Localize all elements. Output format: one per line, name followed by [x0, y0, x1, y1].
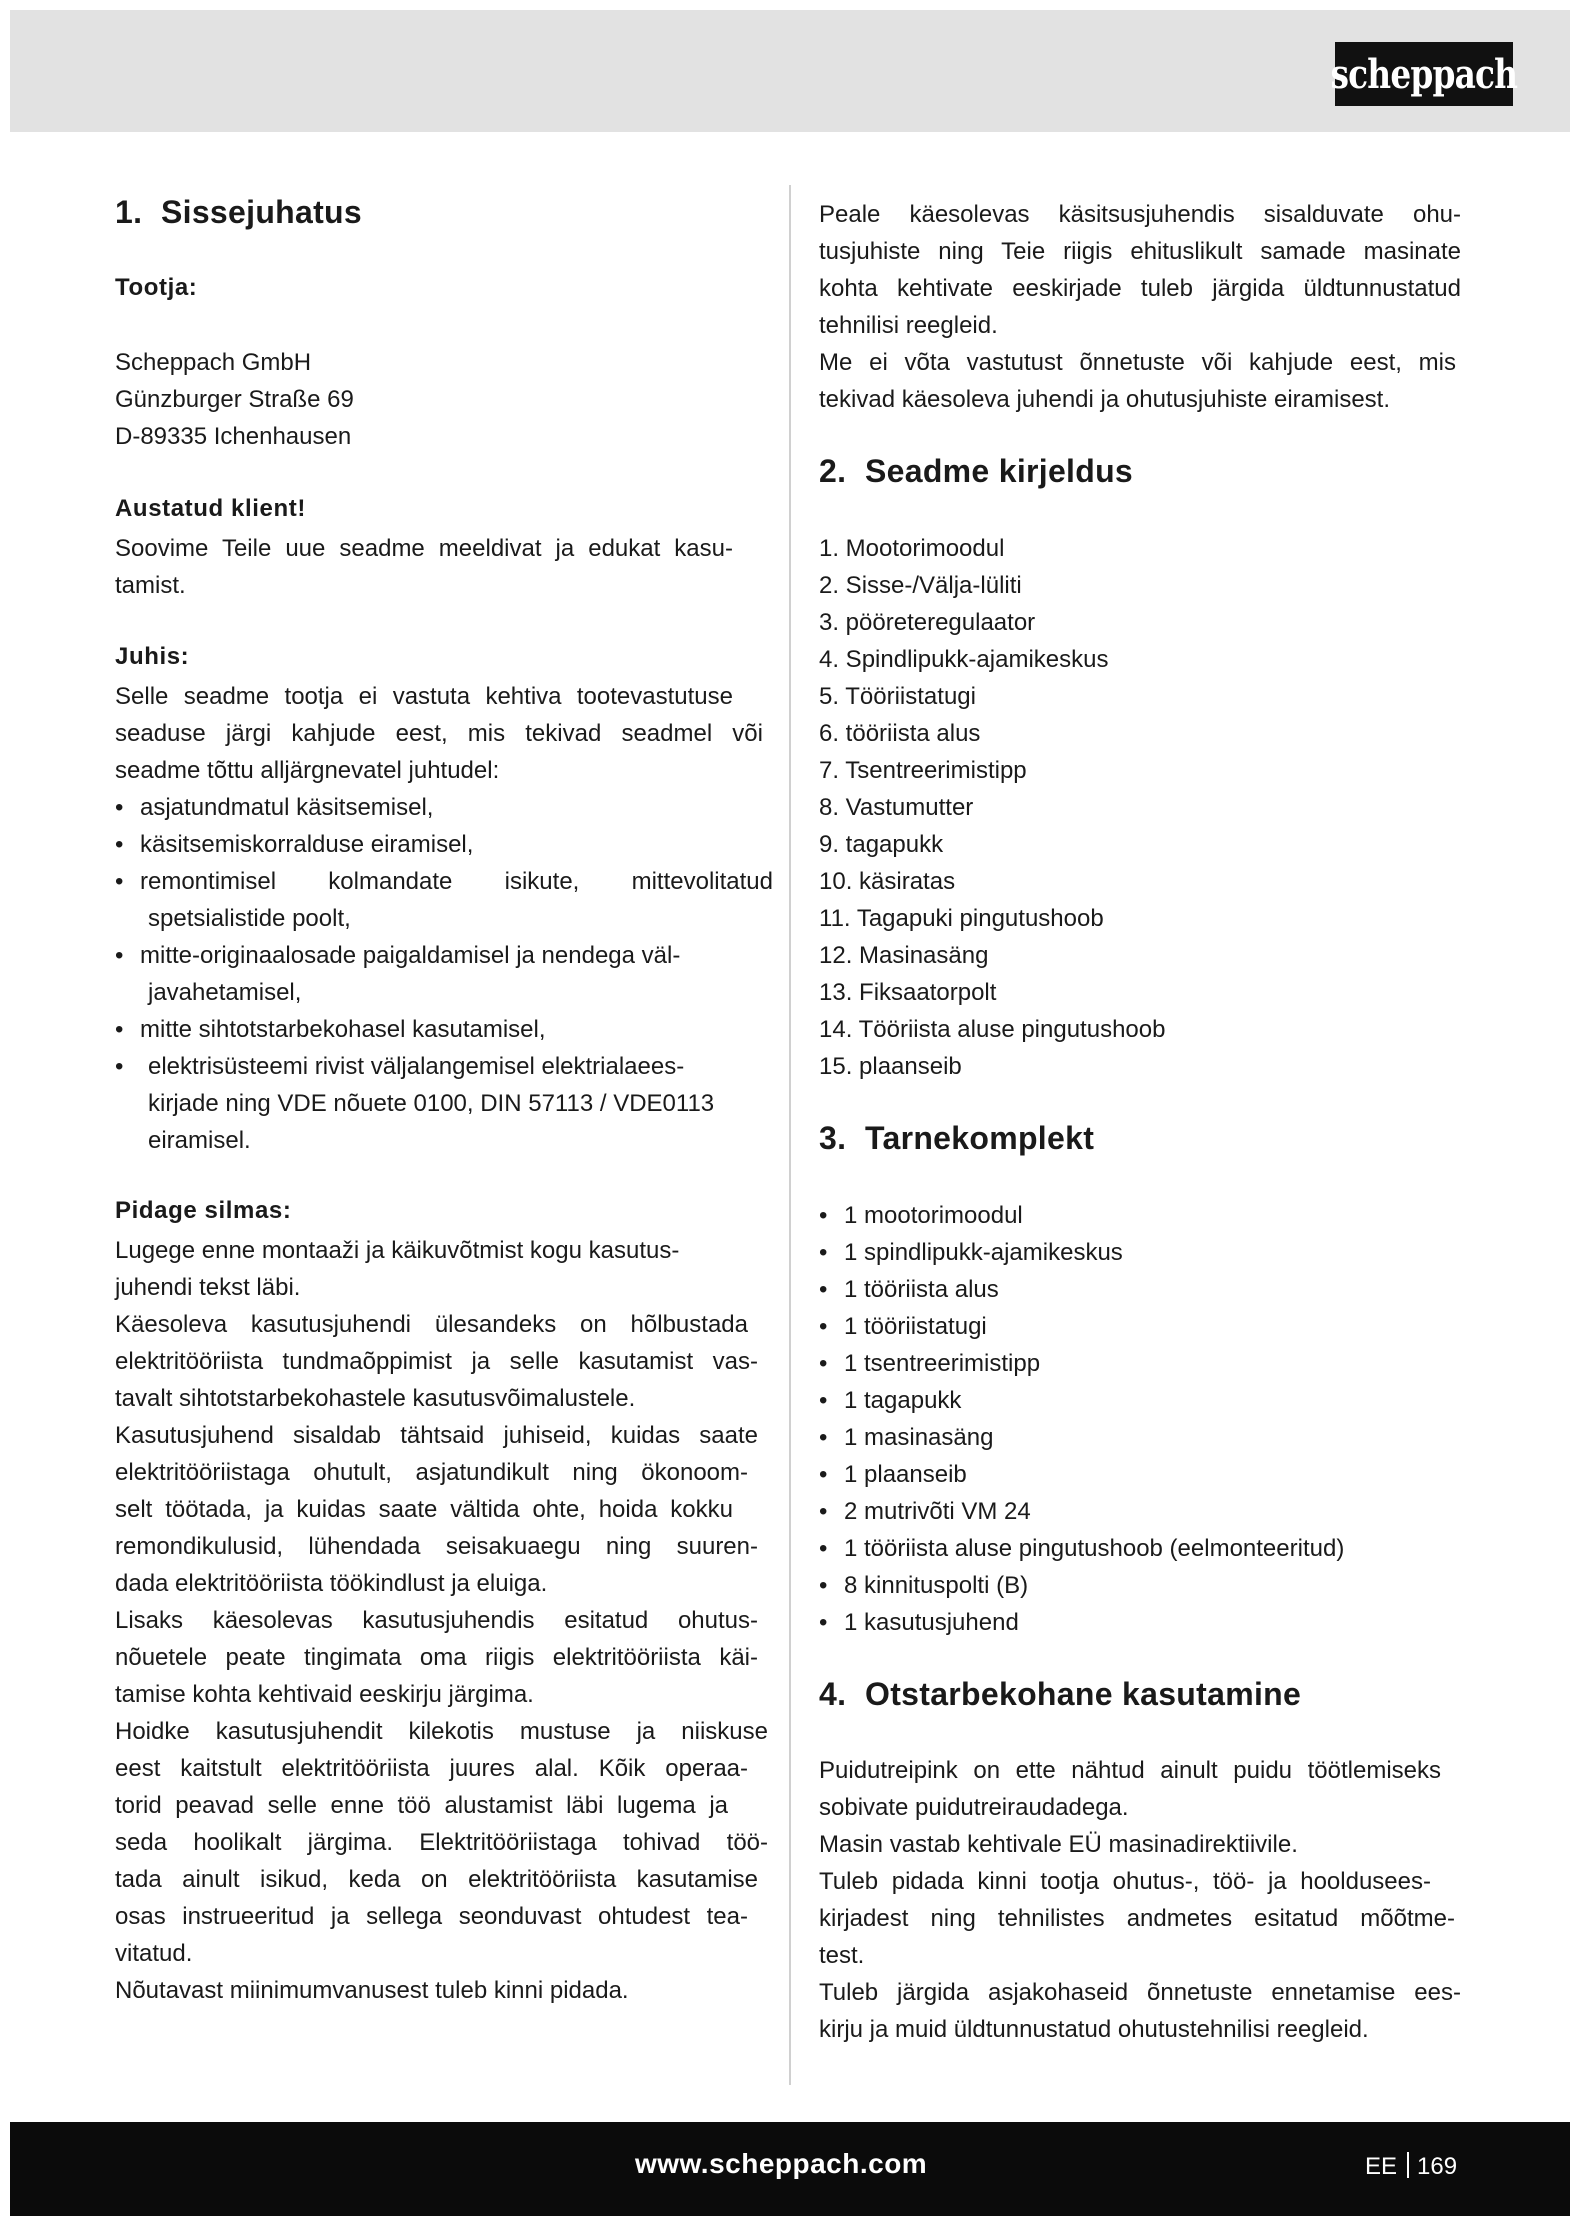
usage-line: kirju ja muid üldtunnustatud ohutustehnilisi reegleid.: [819, 2016, 1369, 2043]
usage-line: test.: [819, 1942, 865, 1969]
intro-line: kohta kehtivate eeskirjade tuleb järgida üldtunnustatud: [819, 275, 1461, 302]
paragraph-line: Kasutusjuhend sisaldab tähtsaid juhiseid, kuidas saate: [115, 1422, 758, 1449]
part-item: 2. Sisse-/Välja-lüliti: [819, 572, 1022, 599]
note-label: Juhis:: [115, 643, 190, 670]
address-line: D-89335 Ichenhausen: [115, 423, 352, 450]
paragraph-line: Nõutavast miinimumvanusest tuleb kinni pidada.: [115, 1977, 629, 2004]
usage-line: sobivate puidutreiraudadega.: [819, 1794, 1129, 1821]
part-item: 13. Fiksaatorpolt: [819, 979, 997, 1006]
scheppach-logo: scheppach: [1335, 42, 1513, 106]
section-heading-intended-use: 4. Otstarbekohane kasutamine: [819, 1676, 1302, 1712]
address-line: Günzburger Straße 69: [115, 386, 354, 413]
page-indicator: [1365, 2152, 1457, 2181]
note-line: Selle seadme tootja ei vastuta kehtiva tootevastutuse: [115, 683, 733, 710]
paragraph-line: vitatud.: [115, 1940, 193, 1967]
note-line: seaduse järgi kahjude eest, mis tekivad seadmel või: [115, 720, 763, 747]
paragraph-line: Hoidke kasutusjuhendit kilekotis mustuse ja niiskuse: [115, 1718, 768, 1745]
greeting-line: Soovime Teile uue seadme meeldivat ja edukat kasu-: [115, 535, 733, 562]
part-item: 1. Mootorimoodul: [819, 535, 1005, 562]
paragraph-line: Lugege enne montaaži ja käikuvõtmist kogu kasutus-: [115, 1237, 680, 1264]
part-item: 8. Vastumutter: [819, 794, 974, 821]
intro-line: tekivad käesoleva juhendi ja ohutusjuhiste eiramisest.: [819, 386, 1390, 413]
paragraph-line: nõuetele peate tingimata oma riigis elektritööriista käi-: [115, 1644, 758, 1671]
paragraph-line: tavalt sihtotstarbekohastele kasutusvõimalustele.: [115, 1385, 636, 1412]
footer-bar: [10, 2122, 1570, 2216]
keep-in-mind-label: Pidage silmas:: [115, 1197, 292, 1224]
part-item: 5. Tööriistatugi: [819, 683, 976, 710]
paragraph-line: elektritööriistaga ohutult, asjatundikult ning ökonoom-: [115, 1459, 748, 1486]
usage-line: Puidutreipink on ette nähtud ainult puidu töötlemiseks: [819, 1757, 1441, 1784]
list-item: • mitte-originaalosade paigaldamisel ja nendega väl- javahetamisel,: [115, 942, 681, 1006]
greeting-label: Austatud klient!: [115, 495, 306, 522]
list-item: • elektrisüsteemi rivist väljalangemisel elektrialaees- kirjade ning VDE nõuete 0100, DIN 57113 / VDE0113 eiramisel.: [115, 1053, 715, 1154]
paragraph-line: Käesoleva kasutusjuhendi ülesandeks on hõlbustada: [115, 1311, 748, 1338]
intro-line: tehnilisi reegleid.: [819, 312, 998, 339]
website-url: www.scheppach.com: [635, 2148, 928, 2179]
list-item: • remontimisel kolmandate isikute, mittevolitatud spetsialistide poolt,: [115, 868, 773, 932]
manufacturer-label: Tootja:: [115, 274, 198, 301]
paragraph-line: tada ainult isikud, keda on elektritööriista kasutamise: [115, 1866, 758, 1893]
part-item: 9. tagapukk: [819, 831, 944, 858]
section-heading-introduction: 1. Sissejuhatus: [115, 194, 363, 230]
part-item: 6. tööriista alus: [819, 720, 981, 747]
intro-line: Peale käesolevas käsitsusjuhendis sisalduvate ohu-: [819, 201, 1461, 228]
section-heading-description: 2. Seadme kirjeldus: [819, 453, 1134, 489]
part-item: 3. pööreteregulaator: [819, 609, 1036, 636]
greeting-line: tamist.: [115, 572, 186, 599]
language-code: EE: [1365, 2153, 1398, 2180]
paragraph-line: selt töötada, ja kuidas saate vältida ohte, hoida kokku: [115, 1496, 733, 1523]
paragraph-line: osas instrueeritud ja sellega seonduvast ohtudest tea-: [115, 1903, 748, 1930]
paragraph-line: elektritööriista tundmaõppimist ja selle kasutamist vas-: [115, 1348, 758, 1375]
part-item: 7. Tsentreerimistipp: [819, 757, 1027, 784]
part-item: 10. käsiratas: [819, 868, 956, 895]
paragraph-line: torid peavad selle enne töö alustamist läbi lugema ja: [115, 1792, 728, 1819]
paragraph-line: juhendi tekst läbi.: [115, 1274, 301, 1301]
paragraph-line: eest kaitstult elektritööriista juures alal. Kõik operaa-: [115, 1755, 748, 1782]
paragraph-line: seda hoolikalt järgima. Elektritööriistaga tohivad töö-: [115, 1829, 768, 1856]
paragraph-line: dada elektritööriista töökindlust ja eluiga.: [115, 1570, 548, 1597]
part-item: 15. plaanseib: [819, 1053, 962, 1080]
page-number: 169: [1417, 2153, 1458, 2180]
part-item: 4. Spindlipukk-ajamikeskus: [819, 646, 1109, 673]
part-item: 11. Tagapuki pingutushoob: [819, 905, 1104, 932]
usage-line: kirjadest ning tehnilistes andmetes esitatud mõõtme-: [819, 1905, 1455, 1932]
part-item: 14. Tööriista aluse pingutushoob: [819, 1016, 1166, 1043]
address-line: Scheppach GmbH: [115, 349, 312, 376]
section-heading-delivery: 3. Tarnekomplekt: [819, 1120, 1095, 1156]
part-item: 12. Masinasäng: [819, 942, 989, 969]
intro-line: tusjuhiste ning Teie riigis ehituslikult samade masinate: [819, 238, 1461, 265]
paragraph-line: Lisaks käesolevas kasutusjuhendis esitatud ohutus-: [115, 1607, 758, 1634]
usage-line: Tuleb järgida asjakohaseid õnnetuste ennetamise ees-: [819, 1979, 1461, 2006]
usage-line: Masin vastab kehtivale EÜ masinadirektiivile.: [819, 1831, 1298, 1858]
intro-line: Me ei võta vastutust õnnetuste või kahjude eest, mis: [819, 349, 1456, 376]
note-line: seadme tõttu alljärgnevatel juhtudel:: [115, 757, 500, 784]
paragraph-line: tamise kohta kehtivaid eeskirju järgima.: [115, 1681, 534, 1708]
paragraph-line: remondikulusid, lühendada seisakuaegu ning suuren-: [115, 1533, 758, 1560]
column-divider: [789, 185, 791, 2085]
usage-line: Tuleb pidada kinni tootja ohutus-, töö- ja hooldusees-: [819, 1868, 1431, 1895]
